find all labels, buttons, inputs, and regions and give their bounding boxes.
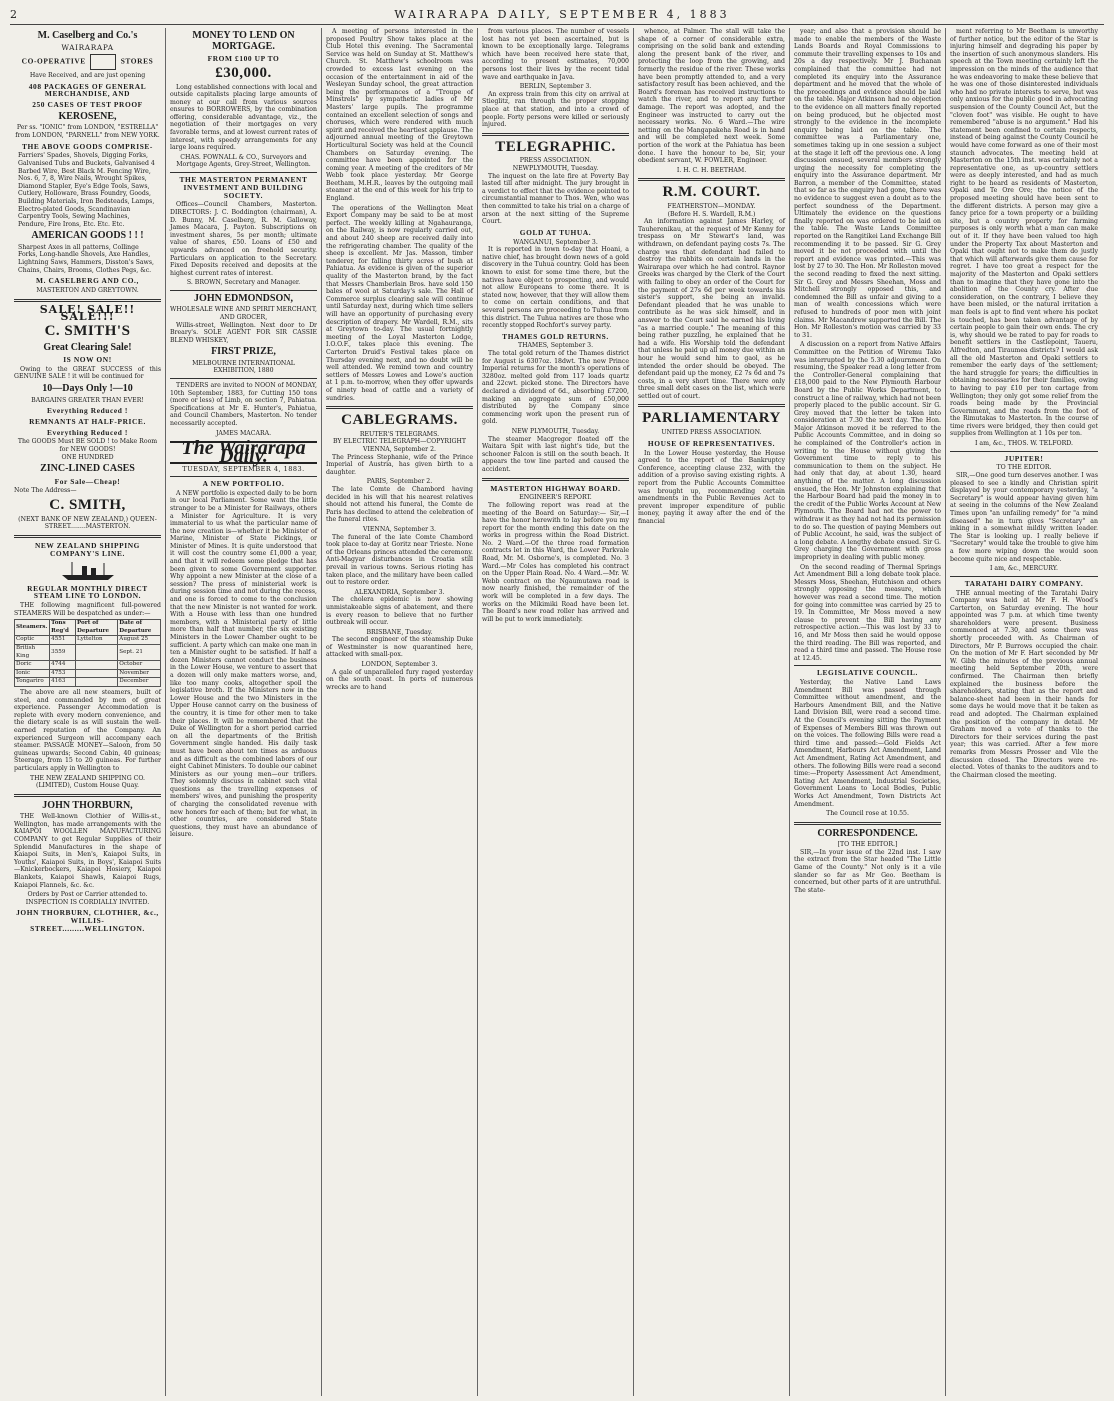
editorial-body: A NEW portfolio is expected daily to be born in our local Parliament. Some want the little stranger to be a Minister for Railways, others a Minister for Agriculture. It is very immaterial to us what the particular name of the new creation is—whether it be Minister of Marine, Minister of State Pickings, or Minister of Mines. It is quite understood that it will cost the country some £1,000 a year, and that it will redeem some pledge that has been given to some Government supporter. Why appoint a new Minister at the close of a session? The press of ministerial work is during session time and not during the recess, and one is forced to come to the conclusion that the new Minister is not wanted for work. With a House with less than one hundred members, with a Ministerial party of little more than half that number, the six existing Ministers in the Lower Chamber ought to be sufficient. A party which can make one man in ten a Minister ought to be satisfied. If half a dozen Ministers cannot conduct the business in the Lower House, we venture to assert that a dozen will only make matters worse, and, like too many cooks, altogether spoil the legislative broth. If the Ministers now in the Lower House and the two Ministers in the Upper House cannot carry on the business of the country, it is time for other men to take their places. It will be remembered that the Duke of Wellington for a short period carried on all the departments of the British Government single handed. His daily task must have been about ten times as arduous and as difficult as the combined labors of our eight Cabinet Ministers. To double our cabinet Ministers as our young men—our triflers. They solemnly discuss in cabinet such vital questions as the travelling expenses of members' wives, and punishing the prosperity of charging the consolidated revenue with new honors for each of them; but for what, in other countries, are considered State questions, they must have an abundance of leisure. [170, 489, 317, 839]
smith-sold: The GOODS Must BE SOLD ! to Make Room for NEW GOODS! [17, 438, 158, 453]
column-3 [322, 28, 478, 1396]
dateline-brisbane: BRISBANE, Tuesday. [366, 628, 433, 636]
legislative-council-title: LEGISLATIVE COUNCIL. [817, 668, 918, 678]
board-sign: I. H. C. H. BEETHAM. [676, 166, 747, 174]
dateline-thames: THAMES, September 3. [517, 342, 594, 350]
column-4 [478, 28, 634, 1396]
edmondson-text: Willis-street, Wellington. Next door to Dr Breary's. SOLE AGENT FOR SIR CASSIE BLEND WHISKEY, [170, 321, 317, 344]
smith-days: 10—Days Only !—10 [42, 383, 133, 394]
smith-reduced-2: Everything Reduced ! [47, 427, 128, 437]
shipping-text: THE following magnificent full-powered STEAMERS Will be despatched as under:— [14, 602, 161, 617]
money-sign: CHAS. FOWNALL & CO., Surveyors and Mortgage Agents, Grey-Street, Wellington. [176, 153, 311, 169]
table-cell: October [118, 661, 161, 670]
cable-vienna2-text: The funeral of the late Comte Chambord took place to-day at Goritz near Trieste. None of the Orleans princes attended the ceremony. Anti-Magyar disturbances in Croatia still prevail in various towns. Serious rioting has taken place, and the military have been called out to restore order. [326, 533, 473, 587]
letter-sign: I am, &c., THOS. W. TELFORD. [974, 440, 1073, 448]
table-cell [76, 645, 118, 661]
divider [14, 794, 161, 797]
cable-vienna-text: The Princess Stephanie, wife of the Prince Imperial of Austria, has given birth to a daughter. [326, 453, 473, 476]
money-sub: FROM £100 UP TO [207, 54, 280, 63]
table-cell: Lyttelton [76, 636, 118, 645]
highway-board-text: The following report was read at the meeting of the Board on Saturday:— Sir,—I have the honor herewith to lay before you my report for the month ending this date on the works in progress within the Road District. No. 2 Ward.—Of the three road formation contracts let in this Ward, the Lower Parkvale Road, Mr. M. Osborne's, is completed. No. 3 Ward.—Mr Coles has completed his contract on the Upper Plain Road. No. 4 Ward.—Mr. W. Webb contract on the Ngaumutawa road is now nearly finished, the remainder of the work will be completed in a few days. The works on the Mikimiki Road have been let. The Board's new road roller has arrived and will be put to work immediately. [482, 501, 629, 623]
edmondson-sub: WHOLESALE WINE AND SPIRIT MERCHANT, AND GROCER, [170, 306, 318, 321]
thorburn-sign: JOHN THORBURN, CLOTHIER, &c., WILLIS-STREET.........WELLINGTON. [16, 908, 159, 933]
court-title: R.M. COURT. [662, 184, 761, 201]
table-cell: 4753 [50, 669, 76, 678]
thames-title: THAMES GOLD RETURNS. [502, 331, 609, 341]
dairy-title: TARATAHI DAIRY COMPANY. [964, 578, 1084, 588]
board-continued: whence, at Palmer. The stall will take the shape of a corner of considerable extra, comprising on the solid bank and extending along the present bank of the river, and protecting the loop from the growing, and formerly the residue of the river. These works have been promptly attended to, and a very satisfactory result has been achieved, and the Board's foreman has received instructions to watch the river, and to report any further damage. The report was adopted, and the Engineer was instructed to carry out the necessary works. No. 6 Ward.—The wire netting on the Mangapakeha Road is in hand and will be completed next week. Some portion of the work at the Pahiatua has been done. I have the honour to be, Sir, your obedient servant, W. FOWLER, Engineer. [638, 28, 785, 165]
divider [170, 172, 317, 173]
caselberg-american: AMERICAN GOODS ! ! ! [31, 230, 144, 242]
cable-berlin-text: An express train from this city on arrival at Stieglitz, ran through the proper stopping place at that station, and into a crowd of people. Forty persons were killed or seriously injured. [482, 90, 629, 129]
table-header: Date of Departure [118, 620, 161, 636]
table-cell: Sept. 21 [118, 645, 161, 661]
newspaper-flag: The Wairarapa Daily. [170, 441, 317, 464]
table-row [15, 661, 161, 670]
council-rose: The Council rose at 10.55. [826, 810, 909, 818]
divider [170, 378, 317, 379]
local-notices: A meeting of persons interested in the proposed Poultry Show takes place at the Club Hotel this evening. The Sacramental Service was held on Sunday at St. Matthew's Church. St. Matthew's schoolroom was crowded to excess last evening on the occasion of the entertainment in aid of the Wesleyan Sunday school, the great attraction being the performances of a "Troupe of Minstrels" by sympathetic ladies of Mr Masters' large pupils. The programme contained an excellent selection of songs and choruses, which were rendered with much spirit and received the heartiest applause. The adjourned annual meeting of the Greytown Horticultural Society was held at the Council Chambers on Saturday evening. The committee have been appointed for the coming year. A meeting of the creditors of Mr Webb took place yesterday. Mr George Beetham, M.H.R., leaves by the outgoing mail steamer at the end of this week for his trip to England. [326, 28, 473, 203]
caselberg-place: WAIRARAPA [61, 42, 114, 52]
smith-reduced: Everything Reduced ! [47, 406, 128, 416]
divider [638, 404, 785, 407]
masthead [10, 6, 1104, 25]
table-header: Tons Reg'd [50, 620, 76, 636]
cable-london-text: A gale of unparalleled fury raged yesterday on the south coast. In ports of numerous wrecks are to hand [326, 668, 473, 691]
tenders-text: TENDERS are invited to NOON of MONDAY, 10th September, 1883, for Cutting 150 tons (more or less) of Limb, on section 7, Pahiatua. Specifications at Mr E. Hunter's, Pahiatua, and Council Chambers, Masterton. No tender necessarily accepted. [170, 382, 317, 427]
court-before: (Before H. S. Wardell, R.M.) [667, 210, 756, 218]
divider [170, 290, 317, 291]
shipping-table [14, 619, 161, 687]
table-cell: 4551 [50, 636, 76, 645]
page-number: 2 [10, 7, 20, 21]
table-cell [76, 678, 118, 687]
stores-left: CO-OPERATIVE [21, 56, 86, 66]
edmondson-prize: FIRST PRIZE, [211, 346, 276, 358]
smith-text: Owing to the GREAT SUCCESS of this GENUINE SALE ! it will be continued for [14, 365, 161, 381]
cable-paris-text: The late Comte de Chambord having decided in his will that his nearest relatives should not attend his funeral, the Comte de Paris has declined to attend the celebration of the funeral rites. [326, 486, 473, 524]
cable-alexandria-text: The cholera epidemic is now showing unmistakeable signs of abatement, and there is every reason to believe that no further outbreak will occur. [326, 596, 473, 627]
caselberg-american-text: Sharpest Axes in all patterns, Collinge Forks, Long-handle Shovels, Axe Handles, Lightning Saws, Hammers, Disston's Saws, Chains, Chairs, Brooms, Clothes Pegs, &c. [18, 243, 154, 274]
dateline-newplymouth-2: NEW PLYMOUTH, Tuesday. [511, 428, 600, 435]
column-5 [634, 28, 790, 1396]
caselberg-items: Farriers' Spades, Shovels, Digging Forks, Galvanised Tubs and Buckets, Galvanised 4 Barbed Wire, Best Black M. Fencing Wire, Nos. 6, 7, 8, Wire Nails, Wrought Spikes, Diamond Stapler, Eye's Edge Tools, Saws, Cutlery, Holloware, Brass Foundry, Goods, Building Materials, Iron Bedsteads, Lamps, Electro-plated Goods, Scandinavian Carpentry Tools, Sewing Machines, Pendure, Fire Irons, Etc. Etc. Etc. [18, 152, 155, 228]
court-text: An information against James Harley, of Tauherenikau, at the request of Mr Kenny for trespass on Mr Stewart's land, was withdrawn, on defendant paying costs 7s. The charge was that defendant had failed to destroy the rabbits on certain lands in the Wairarapa over which he had control. Raynor Greeks was charged by the Clerk of the Court with failing to obey an order of the Court for the payment of 27s 6d per week towards his sister's support, she being an invalid. Defendant pleaded that he was unable to contribute as he was sick himself, and in answer to the Court said he earned his living "as a married couple." The meaning of this being rather puzzling, he explained that he had a wife. His Worship told the defendant that unless he paid up all money due within an hour he would send him to gaol, as he intended the order should be obeyed. The defendant paid up the money, £2 7s 6d and 7s costs, in a very short time. There were only three small debt cases on the list, which were settled out of court. [638, 218, 785, 400]
stores-emblem-icon [90, 54, 116, 70]
edmondson-exhibition: MELBOURNE INTERNATIONAL EXHIBITION, 1880 [192, 359, 295, 375]
smith-zinc-cheap: For Sale—Cheap! [54, 476, 121, 486]
smith-one-hundred: ONE HUNDRED [61, 453, 114, 461]
np2-text: The steamer Macgregor floated off the Waitara Spit with last night's tide, but the schooner Falcon is still on the south beach. It appears the tow line parted and caused the accident. [482, 435, 629, 473]
table-cell: December [118, 678, 161, 687]
building-society-sign: S. BROWN, Secretary and Manager. [186, 279, 301, 287]
telegraphic-title: TELEGRAPHIC. [495, 138, 616, 155]
shipping-body: The above are all new steamers, built of steel, and commanded by men of great experience. Passenger Accommodation is replete with every modern convenience, and the dietary scale is as will sustain the well-earned reputation of the Company. An experienced Surgeon will accompany each steamer. PASSAGE MONEY—Saloon, from 50 guineas upwards; Second Cabin, 40 guineas; Steerage, from 15 to 20 guineas. For further particulars apply in Wellington to [14, 688, 161, 772]
correspondence-continued: ment referring to Mr Beetham is unworthy of further notice, but the editor of the Star is injuring himself and degrading his paper by the insertion of such anonymous slanders. His speech at the Town meeting certainly left the impression on the minds of the audience that he was endeavoring to make these believe that he was one of those disinterested individuals who had no private interests to serve, but was only anxious for the public good in advocating suspension of the County Council Act, but the "cloven foot" was visible. He ought to have remembered "abuse is no argument." Had his statement been confined to certain respects, instead of being against the County Council he would have come forward as one of their most staunch advocates. The meeting held at Masterton on the 15th inst. was certainly not a representative one, as up-country settlers were as deeply interested, and had as much right to be heard as residents of Masterton, Opaki and Te Ore Ore; the notice of the proposed meeting should have been sent to the different districts. A person may give a fancy price for a town property or a building site, but a country property for farming purposes is only worth what a man can make out of it. If they have been valued too high under the Property Tax about Masterton and Opaki that ought not to make them do justly that which will afterwards give them cause for regret. I have too great a respect for the majority of the Masterton and Opaki settlers than to imagine that they have gone into the abolition of the County cry. After due consideration, on the contrary, I believe they have been misled, or the natural irritation a man feels is apt to find vent where his pocket is touched, has been taken advantage of by certain people to gain their own ends. The cry is, why should we be rated to pay for roads to benefit settlers in the Castlepoint, Taueru, Alfredton, and Tiraumea districts? I would ask all the old Masterton and Opaki settlers to remember the early days of the settlement; the hard struggle for years; the difficulties in obtaining necessaries for their families, owing to having to pay £10 per ton cartage from Wellington; they only got some relief from the roads being made by the Provincial Government, and the roads from the foot of the Rimutakas to Masterton. In the course of time rivers were bridged, they then could get supplies from Wellington at 1 10s per ton. [950, 28, 1098, 438]
building-society-head: THE MASTERTON PERMANENT INVESTMENT AND BUILDING SOCIETY. [179, 175, 308, 200]
house-title: HOUSE OF REPRESENTATIVES. [647, 438, 776, 448]
gold-title: GOLD AT TUHUA. [519, 227, 592, 237]
telegraphic-np-text: The inquest on the late fire at Poverty Bay lasted till after midnight. The jury brought in a verdict to effect that the evidence pointed to circumstantial manner to Thos. Wen, who was then committed to take his trial on a charge of arson at the next sitting of the Supreme Court. [482, 172, 629, 226]
shipping-title: NEW ZEALAND SHIPPING COMPANY'S LINE. [34, 540, 141, 558]
caselberg-intro: Have Received, and are just opening [29, 72, 146, 80]
jupiter-sign: I am, &c., MERCURY. [990, 565, 1058, 573]
smith-clearing: Great Clearing Sale! [43, 341, 132, 353]
table-cell: 3559 [50, 645, 76, 661]
table-cell: Tongariro [15, 678, 50, 687]
divider [794, 822, 941, 825]
dairy-text: THE annual meeting of the Taratahi Dairy Company was held at Mr F. H. Wood's Carterton, on Saturday evening. The hour appointed was 7 p.m. at which time twenty shareholders were present. Business commenced at 7.30, and some there was shortly proceeded with. As Chairman of Directors, Mr P. Burrows occupied the chair. On the motion of Mr F. Hart seconded by Mr W. Gibb the minutes of the previous annual meeting held September 20th, were confirmed. The Chairman then briefly explained the business before the shareholders, stating that as the report and balance-sheet had been in their hands for some days he would move that it be taken as read and adopted. The Chairman explained the position of the company in detail. Mr Graham moved a vote of thanks to the Directors for their services during the past year; this was carried. After a few more remarks from Messrs Prosser and Vile the discussion closed. The Directors were re-elected. Votes of thanks to the auditors and to the Chairman closed the meeting. [950, 589, 1098, 779]
smith-sale-banner: SALE! SALE!! SALE!!! [39, 302, 136, 324]
caselberg-kerosene: KEROSENE, [58, 110, 117, 122]
correspondence-text: SIR,—In your issue of the 22nd inst. I saw the extract from the Star headed "The Little Game of the County." Not only is it a vile slander so far as Mr Geo. Beetham is concerned, but other parts of it are untruthful. The state- [794, 848, 942, 894]
column-6 [790, 28, 946, 1396]
caselberg-name: M. Caselberg and Co.'s [37, 30, 138, 41]
highway-board-title: MASTERTON HIGHWAY BOARD. [490, 483, 621, 493]
parliamentary-continued-3: On the second reading of Thermal Springs Act Amendment Bill a long debate took place. Messrs Moss, Sheehan, Hutchison and others strongly opposing the measure, which however was read a second time. The motion for going into committee was carried by 25 to 19. In Committee, Mr Moss moved a new clause to prevent the Bill having any retrospective action.—This was lost by 33 to 16, and Mr Moss then said he would oppose the third reading. The Bill was reported, and read a third time and passed. The House rose at 12.45. [794, 563, 941, 662]
table-cell: August 25 [118, 636, 161, 645]
jupiter-title: JUPITER! [1004, 453, 1044, 463]
shipping-sign: THE NEW ZEALAND SHIPPING CO. (LIMITED), Custom House Quay. [29, 774, 146, 790]
correspondence-title: CORRESPONDENCE. [817, 827, 918, 839]
dateline-berlin: BERLIN, September 3. [519, 83, 592, 91]
cable-continued: from various places. The number of vessels lost has not yet been ascertained, but is known to be exceptionally large. Telegrams which have been received here state that, according to present estimates, 70,000 persons lost their lives by the recent tidal wave and earthquake in Java. [482, 28, 629, 81]
table-row [15, 636, 161, 645]
dateline-paris: PARIS, September 2. [366, 478, 433, 486]
caselberg-stores [14, 54, 161, 70]
smith-addr: (NEXT BANK OF NEW ZEALAND,) QUEEN-STREET........MASTERTON. [18, 515, 157, 531]
column-1 [10, 28, 166, 1396]
edmondson-head: JOHN EDMONDSON, [194, 292, 293, 304]
thorburn-orders: Orders by Post or Carrier attended to. INSPECTION IS CORDIALLY INVITED. [25, 891, 150, 906]
divider [950, 576, 1098, 577]
table-row [15, 645, 161, 661]
parliamentary-continued: year; and also that a provision should be made to enable the members of the Waste Lands Boards and Royal Commissions to commute their travelling expenses to 10s and 20s a day respectively. Mr J. Buchanan complained that the committee had not completed its enquiry into the Assurance department and he moved that the whole of the proceedings and evidence should be laid on the table. Major Atkinson had no objection to the evidence on all matters finally reported on being produced, but he objected most strongly to the evidence in the incomplete enquiry being laid on the table. The committee was a Parliamentary one, sometimes taking up in one session a subject at the stage it left off the previous one. A long discussion ensued, several members strongly urging the necessity for completing the enquiry into the Assurance department. Mr Barron, a member of the Committee, stated that so far as the enquiry had gone, there was no evidence to suggest even a doubt as to the perfect soundness of the Department. Ultimately the evidence on the questions finally reported on was ordered to be laid on the table. The Waste Lands Committee reported on the Rangitikei Land Exchange Bill recommending it to be passed. Sir G. Grey moved it be not proceeded with until the report and evidence was printed.—This was lost by 27 to 30. The Hon. Mr Rolleston moved the second reading to fixed the next sitting. Sir G. Grey and Messrs Sheehan, Moss and Mitchell strongly opposed this, and condemned the Bill as unfair and giving to a man of wealth concessions which were refused to hundreds of poor men with joint claims. Mr Macandrew supported the Bill. The Hon. Mr Rolleston's motion was carried by 33 to 31. [794, 28, 941, 339]
thames-text: The total gold return of the Thames district for August is 6307oz. 18dwt. The new Prince Imperial returns for the month's operations of 3280oz. melted gold from 117 loads quartz and 22cwt. picked stone. The Directors have declared a dividend of 6d., absorbing £7200, making an aggregate sum of £50,000 distributed by the Company since commencing work upon the present run of gold. [482, 350, 629, 426]
caselberg-ships: Per ss. "IONIC" from LONDON, "ESTRELLA" from LONDON, "PARNELL" from NEW YORK. [15, 124, 160, 140]
cable-brisbane-text: The second engineer of the steamship Duke of Westminster is now quarantined here, attacked with small-pox. [326, 636, 473, 659]
money-amount: £30,000. [215, 64, 272, 81]
caselberg-line2: 250 CASES OF TEST PROOF [32, 100, 143, 110]
thorburn-text: THE Well-known Clothier of Willis-st., Wellington, has made arrangements with the KAIAPOI WOOLLEN MANUFACTURING COMPANY to get Regular Supplies of their Splendid Manufactures in the shape of Kaiapoi Suits, in Men's, Kaiapoi Suits, in Youths', Kaiapoi Suits, in Boys', Kaiapoi Suits—Knickerbockers, Kaiapoi Hosiery, Kaiapoi Blankets, Kaiapoi Shawls, Kaiapoi Rugs, Kaiapoi Flannels, &c. &c. [14, 813, 161, 889]
divider [14, 299, 161, 302]
editorial-title: A NEW PORTFOLIO. [202, 478, 285, 488]
divider [326, 406, 473, 409]
parliamentary-title: PARLIAMENTARY [642, 410, 781, 427]
dateline-vienna-2: VIENNA, September 3. [363, 525, 436, 533]
table-row [15, 678, 161, 687]
divider [638, 178, 785, 181]
table-cell: Coptic [15, 636, 50, 645]
dateline-newplymouth: NEWPLYMOUTH, Tuesday. [512, 165, 599, 173]
smith-name: C. SMITH'S [44, 322, 131, 339]
table-cell: Doric [15, 661, 50, 670]
smith-bargains: BARGAINS GREATER THAN EVER! [31, 396, 144, 404]
jupiter-text: SIR,—One good turn deserves another. I was pleased to see a kindly and Christian spirit displayed by your contemporary yesterday, "a Secretary" is would appear having given him at seeing in the columns of the New Zealand Times upon "an unfailing remedy" for "a mind diseased" he in turn gives "Secretary" an inking in a somewhat mildly written leader. The Star is looking up. I really believe if "Secretary" would take the trouble to give him a few more wiping down the would soon become quite nice and respectable. [950, 472, 1098, 563]
money-head: MONEY TO LEND ON MORTGAGE. [192, 30, 295, 52]
local-notices-2: The operations of the Wellington Meat Export Company may be said to be at most perfect. The weekly killing at Ngahauranga, on the Railway, is now regularly carried out, and about 240 sheep are received daily into the refrigerating chamber. The quality of the sheep is excellent. Mr Jas. Masson, timber tenderer, for falling thirty acres of bush at Pahiatua. As evidence is given of the superior quality of the Masterton brand, by the fact that Messrs Chamberlain Bros. have sold 150 bales of wool at Saturday's sale. The Hall of Commerce surplus clearing sale will continue until Saturday next, during which time sellers will have an opportunity of purchasing every description of drapery. Mr Wardell, R.M., sits at Greytown to-day. The usual fortnightly meeting of the Loyal Masterton Lodge, I.O.O.F., takes place this evening. The Carterton Druid's Festival takes place on Thursday evening next, and no doubt will be well attended. We remind town and country settlers of Messrs Lowes and Lowe's auction at 1 p.m. to-morrow, when they offer upwards of ninety head of cattle and a variety of sundries. [326, 204, 473, 402]
thorburn-name: JOHN THORBURN, [42, 799, 133, 811]
smith-sign: C. SMITH, [49, 497, 126, 514]
table-cell: Ionic [15, 669, 50, 678]
cablegrams-sub: REUTER'S TELEGRAMS. [359, 430, 440, 438]
parliamentary-text: In the Lower House yesterday, the House agreed to the report of the Bankruptcy Conference, accepting clause 232, with the addition of a proviso saving existing rights. A report from the Public Accounts Committee was brought up, recommending certain amendments in the Public Revenues Act to prevent improper expenditure of public money, paying it away after the end of the financial [638, 449, 785, 525]
jupiter-to: TO THE EDITOR. [996, 464, 1052, 472]
column-7 [946, 28, 1102, 1396]
dateline-london: LONDON, September 3. [361, 661, 438, 669]
table-cell: November [118, 669, 161, 678]
correspondence-to: [TO THE EDITOR.] [837, 841, 898, 849]
dateline-wanganui: WANGANUI, September 3. [513, 238, 598, 246]
divider [14, 535, 161, 538]
divider [950, 451, 1098, 452]
gold-text: It is reported in town to-day that Hoani, a native chief, has brought down news of a gold discovery in the Tuhua country. Gold has been known to exist for some time there, but the natives have object to prospecting, and would not allow Europeans to come there. It is stated now, however, that they will allow them to come on certain conditions, and that several persons are proceeding to Tuhua from this district. The Tuhua natives are those who recently stopped Rochfort's survey party. [482, 246, 629, 330]
newspaper-title: WAIRARAPA DAILY, SEPTEMBER 4, 1883 [394, 7, 730, 21]
dateline-vienna: VIENNA, September 2. [363, 446, 436, 454]
columns [10, 28, 1104, 1396]
table-header: Steamers. [15, 620, 50, 636]
stores-right: STORES [120, 56, 154, 66]
steamship-icon [58, 560, 118, 582]
smith-note: Note The Address— [14, 487, 77, 495]
divider [482, 133, 629, 136]
smith-remnants: REMNANTS AT HALF-PRICE. [29, 416, 146, 426]
table-cell: 4744 [50, 661, 76, 670]
table-cell [76, 661, 118, 670]
parliamentary-sub: UNITED PRESS ASSOCIATION. [661, 429, 762, 437]
building-society-text: Offices—Council Chambers, Masterton. DIRECTORS: J. C. Boddington (chairman), A. D. Bunny, M. Caselberg, R. M. Galloway, James Macara, J. Payton. Subscriptions on investment shares, 5s per month; ultimate value of shares, £50. Loans of £50 and upwards advanced on freehold security. Particulars on application to the Secretary. Fixed Deposits received and deposits at the highest current rates of interest. [170, 201, 317, 277]
table-cell: British King [15, 645, 50, 661]
divider [794, 665, 941, 666]
tenders-sign: JAMES MACARA. [215, 429, 272, 437]
caselberg-comprise: THE ABOVE GOODS COMPRISE- [21, 141, 153, 151]
highway-board-sub: ENGINEER'S REPORT. [519, 494, 592, 502]
caselberg-line1: 408 PACKAGES OF GENERAL MERCHANDISE, AND [28, 81, 147, 99]
caselberg-sign-place: MASTERTON AND GREYTOWN. [36, 287, 139, 295]
cablegrams-by: BY ELECTRIC TELEGRAPH—COPYRIGHT [332, 438, 466, 446]
smith-now: IS NOW ON! [63, 355, 112, 365]
money-text: Long established connections with local and outside capitalists placing large amounts of money at our call from various sources ensures to BORROWERS, by the combination offering, considerable advantage, viz., the negotiation of their mortgages on very favorable terms, and at lowest current rates of interest, with speedy arrangements for any large loans required. [170, 83, 317, 152]
parliamentary-continued-2: A discussion on a report from Native Affairs Committee on the Petition of Wiremu Tako was interrupted by the 5.30 adjournment. On resuming, the Speaker read a long letter from the Controller-General complaining that £18,000 paid to the New Plymouth Harbour Board by the Public Works Department, to construct a line of railway, which had not been properly placed to the public account. Sir G. Grey moved that the letter be taken into consideration at 7.30 the next day. The Hon. Major Atkinson moved it be referred to the Public Accounts Committee, and in doing so he complained of the Controller's action in writing to the House without giving the Government time to reply to his communication to them on the subject. He had only that day, at about 1.30, heard anything of the matter. A long discussion ensued, the Hon. Mr Johnston explaining that the Harbour Board had paid the money in to the credit of the Public Works Account at New Plymouth. The Board had not the power to withdraw it as they had not had its permission to do so. The question of paying Members out of Public Account, he said, was the subject of a long debate. A lengthy debate ensued. Sir G. Grey charging the Government with gross impropriety in dealing with public money. [794, 341, 941, 561]
legislative-council-text: Yesterday, the Native Land Laws Amendment Bill was passed through Committee without amendment, and the Harbours Amendment Bill, and the Native Land Division Bill, were read a second time. At the Council's evening sitting the Payment of Expenses of Members Bill was thrown out on the voices. The following Bills were read a third time and passed:—Gold Fields Act Amendment, Harbours Act Amendment, Land Act Amendment, Rating Act Amendment, and others. The following Bills were read a second time:—Property Assessment Act Amendment, Rating Act Amendment, Industrial Societies, Government Loans to Local Bodies, Public Works Act Amendment, Town Districts Act Amendment. [794, 679, 941, 808]
dateline-alexandria: ALEXANDRIA, September 3. [354, 588, 445, 596]
telegraphic-sub: PRESS ASSOCIATION. [519, 157, 592, 165]
caselberg-sign: M. CASELBERG AND CO., [36, 276, 139, 286]
cablegrams-title: CABLEGRAMS. [341, 412, 458, 429]
divider [482, 478, 629, 481]
table-header: Port of Departure [76, 620, 118, 636]
table-cell [76, 669, 118, 678]
table-row [15, 669, 161, 678]
column-2 [166, 28, 322, 1396]
table-cell: 4163 [50, 678, 76, 687]
smith-zinc: ZINC-LINED CASES [40, 463, 135, 475]
shipping-sub: REGULAR MONTHLY DIRECT STEAM LINE TO LONDON. [27, 583, 148, 601]
court-sub: FEATHERSTON—MONDAY. [667, 203, 756, 211]
dateline: TUESDAY, SEPTEMBER 4, 1883. [170, 466, 317, 477]
